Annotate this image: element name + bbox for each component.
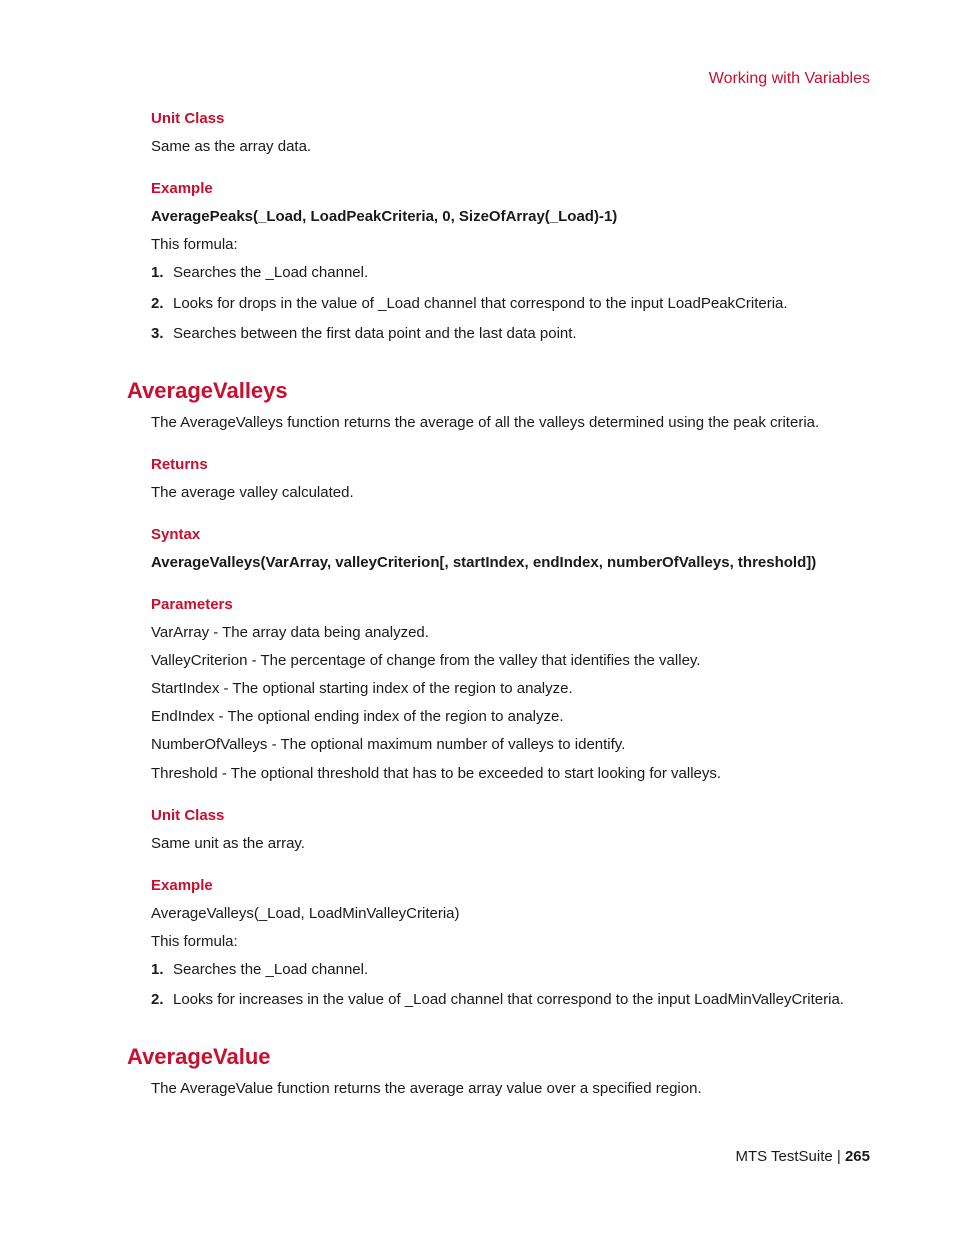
section-title: AverageValue <box>127 1044 271 1069</box>
parameter-item: NumberOfValleys - The optional maximum number of valleys to identify. <box>151 736 626 753</box>
this-formula-label: This formula: <box>151 236 238 253</box>
this-formula-label: This formula: <box>151 933 238 950</box>
step-number: 1. <box>151 264 164 281</box>
step-text: Searches between the first data point and the last data point. <box>173 325 577 342</box>
parameter-item: Threshold - The optional threshold that has to be exceeded to start looking for valleys. <box>151 765 722 782</box>
step-text: Looks for increases in the value of _Load channel that correspond to the input LoadMinValleyCriteria. <box>173 991 844 1008</box>
syntax-heading: Syntax <box>151 526 201 543</box>
step-text: Searches the _Load channel. <box>173 264 369 281</box>
syntax-text: AverageValleys(VarArray, valleyCriterion[, startIndex, endIndex, numberOfValleys, threshold]) <box>151 554 817 571</box>
example-formula: AveragePeaks(_Load, LoadPeakCriteria, 0, SizeOfArray(_Load)-1) <box>151 208 618 225</box>
product-name: MTS TestSuite <box>735 1148 833 1165</box>
example-heading: Example <box>151 180 213 197</box>
step-number: 2. <box>151 295 164 312</box>
section-intro: The AverageValleys function returns the average of all the valleys determined using the peak criteria. <box>151 414 820 431</box>
step-number: 2. <box>151 991 164 1008</box>
example-formula: AverageValleys(_Load, LoadMinValleyCriteria) <box>151 905 460 922</box>
parameter-item: VarArray - The array data being analyzed. <box>151 624 429 641</box>
step-number: 3. <box>151 325 164 342</box>
step-text: Looks for drops in the value of _Load channel that correspond to the input LoadPeakCriteria. <box>173 295 788 312</box>
parameter-item: EndIndex - The optional ending index of the region to analyze. <box>151 708 564 725</box>
running-head: Working with Variables <box>708 70 870 87</box>
section-intro: The AverageValue function returns the average array value over a specified region. <box>151 1080 702 1097</box>
unit-class-text: Same as the array data. <box>151 138 312 155</box>
step-text: Searches the _Load channel. <box>173 961 369 978</box>
unit-class-text: Same unit as the array. <box>151 835 305 852</box>
example-heading: Example <box>151 877 213 894</box>
step-number: 1. <box>151 961 164 978</box>
parameter-item: StartIndex - The optional starting index of the region to analyze. <box>151 680 573 697</box>
section-title: AverageValleys <box>127 378 288 403</box>
returns-text: The average valley calculated. <box>151 484 354 501</box>
page-footer <box>735 1148 870 1165</box>
unit-class-heading: Unit Class <box>151 110 225 127</box>
parameter-item: ValleyCriterion - The percentage of change from the valley that identifies the valley. <box>151 652 701 669</box>
returns-heading: Returns <box>151 456 208 473</box>
page-number: 265 <box>844 1148 870 1165</box>
footer-separator: | <box>836 1148 841 1165</box>
parameters-heading: Parameters <box>151 596 233 613</box>
unit-class-heading: Unit Class <box>151 807 225 824</box>
